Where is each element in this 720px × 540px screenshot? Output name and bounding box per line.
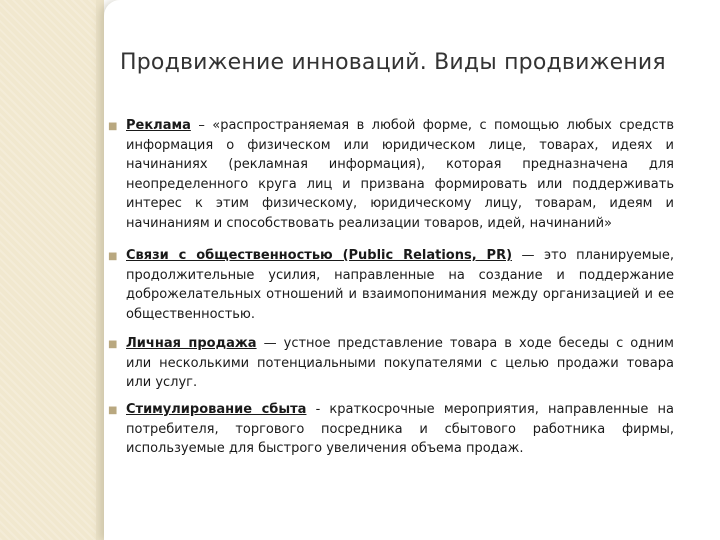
square-bullet-icon: ■ — [108, 121, 118, 132]
term-public-relations: Связи с общественностью (Public Relations, PR) — [126, 248, 513, 263]
slide-title: Продвижение инноваций. Виды продвижения — [120, 50, 666, 75]
square-bullet-icon: ■ — [108, 405, 118, 416]
term-sales-promotion: Стимулирование сбыта — [126, 402, 307, 417]
definition-advertising: – «распространяемая в любой форме, с помощью любых средств информация о физическом или юридическом лице, товарах, идеях и начинаниях (рекламная информация), которая предназначена для неопределенного круга лиц и призвана формировать или поддерживать интерес к этим физическому, юридическому лицу, товарам, идеям и начинаниям и способствовать реализации товаров, идей, начинаний» — [126, 118, 674, 231]
term-personal-selling: Личная продажа — [126, 336, 257, 351]
bullet-item-sales-promotion — [108, 400, 674, 459]
definition-personal-selling: — устное представление товара в ходе беседы с одним или несколькими потенциальными покупателями с целью продажи товара или услуг. — [126, 336, 674, 390]
bullet-item-advertising — [108, 116, 674, 233]
square-bullet-icon: ■ — [108, 339, 118, 350]
definition-public-relations: — это планируемые, продолжительные усилия, направленные на создание и поддержание доброжелательных отношений и взаимопонимания между организацией и ее общественностью. — [126, 248, 674, 322]
bullet-item-public-relations — [108, 246, 674, 324]
decorative-divider — [96, 0, 104, 540]
bullet-item-personal-selling — [108, 334, 674, 393]
square-bullet-icon: ■ — [108, 251, 118, 262]
term-advertising: Реклама — [126, 118, 191, 133]
decorative-left-stripe — [0, 0, 96, 540]
definition-sales-promotion: - краткосрочные мероприятия, направленные на потребителя, торгового посредника и сбытового работника фирмы, используемые для быстрого увеличения объема продаж. — [126, 402, 674, 456]
